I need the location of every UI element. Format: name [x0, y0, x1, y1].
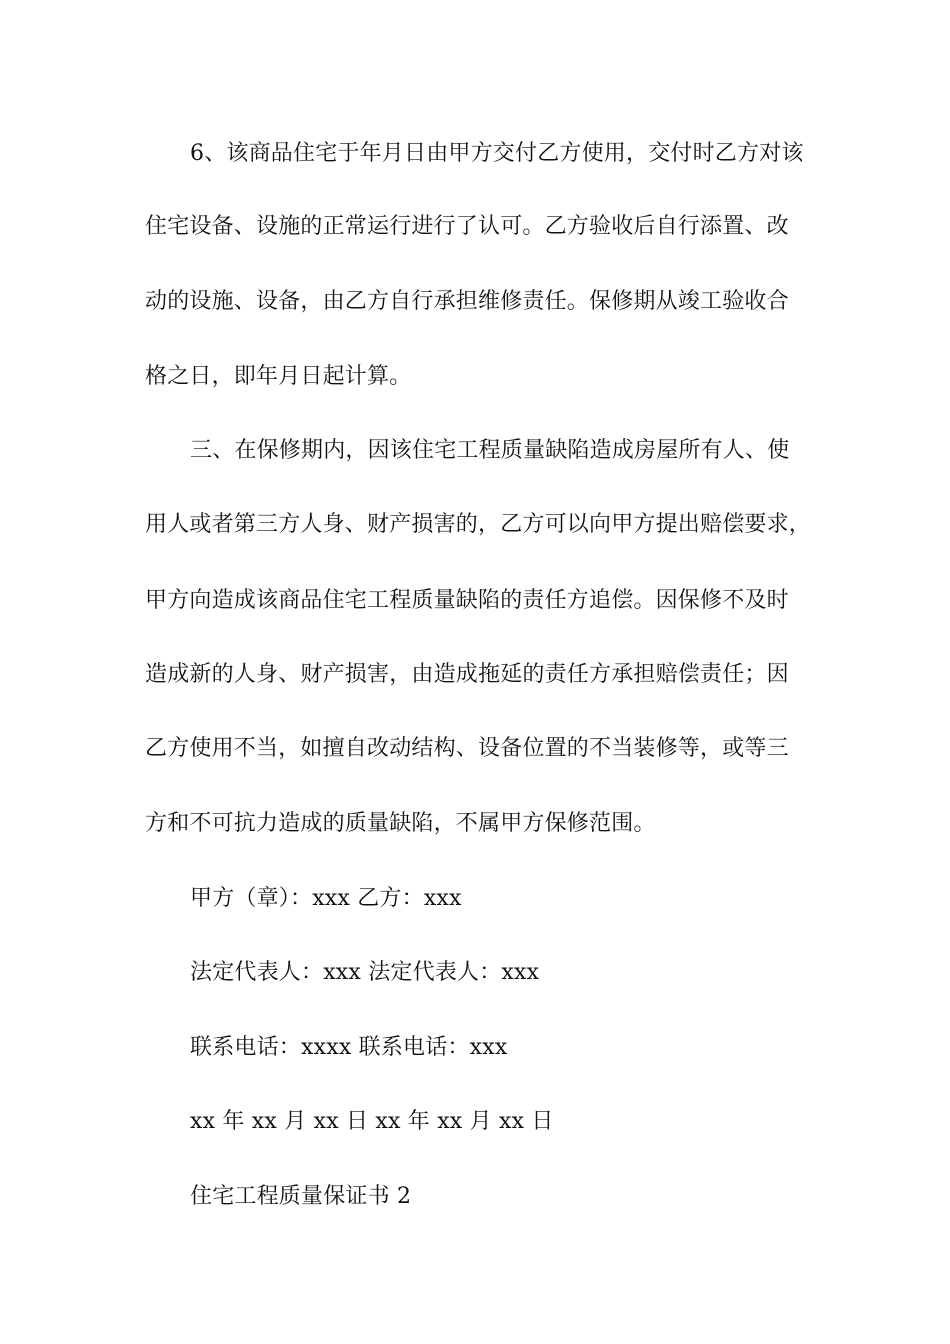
- signature-phones: 联系电话：xxxx 联系电话：xxx: [190, 1035, 508, 1060]
- paragraph-2-line-1: 三、在保修期内，因该住宅工程质量缺陷造成房屋所有人、使: [190, 438, 790, 463]
- signature-dates: xx 年 xx 月 xx 日 xx 年 xx 月 xx 日: [190, 1109, 554, 1134]
- paragraph-1-line-1: 6、该商品住宅于年月日由甲方交付乙方使用，交付时乙方对该: [190, 141, 804, 166]
- signature-parties: 甲方（章）：xxx 乙方：xxx: [190, 886, 462, 911]
- paragraph-2-line-5: 乙方使用不当，如擅自改动结构、设备位置的不当装修等，或等三: [145, 736, 789, 761]
- paragraph-2-line-3: 甲方向造成该商品住宅工程质量缺陷的责任方追偿。因保修不及时: [145, 588, 789, 613]
- paragraph-1-line-3: 动的设施、设备，由乙方自行承担维修责任。保修期从竣工验收合: [145, 289, 789, 314]
- paragraph-2-line-6: 方和不可抗力造成的质量缺陷，不属甲方保修范围。: [145, 811, 656, 836]
- paragraph-1-line-2: 住宅设备、设施的正常运行进行了认可。乙方验收后自行添置、改: [145, 214, 789, 239]
- signature-representatives: 法定代表人：xxx 法定代表人：xxx: [190, 960, 540, 985]
- paragraph-2-line-4: 造成新的人身、财产损害，由造成拖延的责任方承担赔偿责任；因: [145, 662, 789, 687]
- paragraph-2-line-2: 用人或者第三方人身、财产损害的，乙方可以向甲方提出赔偿要求，: [145, 512, 812, 537]
- next-section-title: 住宅工程质量保证书 2: [190, 1184, 412, 1209]
- paragraph-1-line-4: 格之日，即年月日起计算。: [145, 364, 412, 389]
